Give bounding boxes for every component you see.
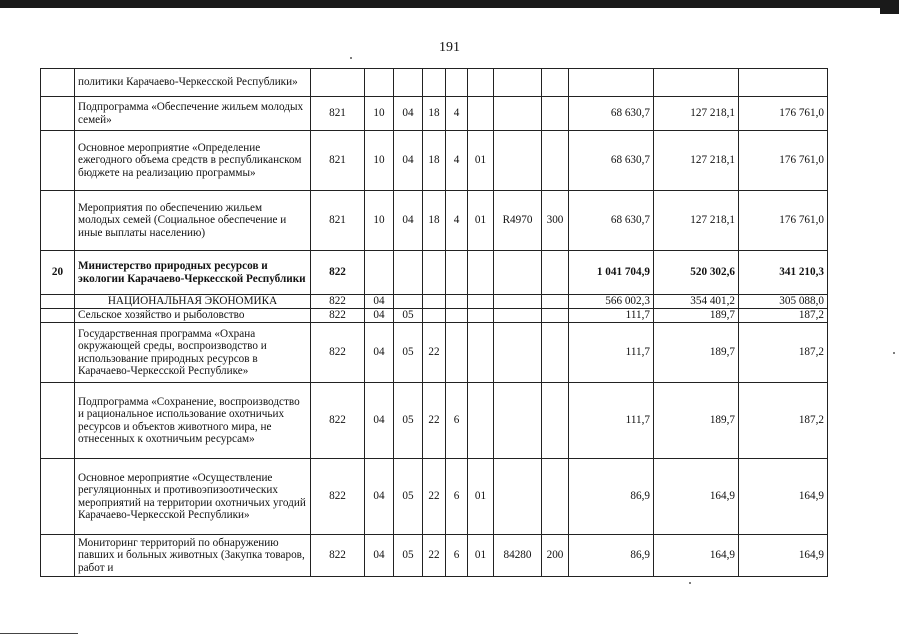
amount-year-3: 187,2 xyxy=(739,383,828,459)
table-row xyxy=(41,69,828,97)
budget-table-body xyxy=(41,69,828,577)
amount-year-3: 176 761,0 xyxy=(739,97,828,131)
amount-year-1: 566 002,3 xyxy=(569,295,654,309)
code-subsection xyxy=(394,69,423,97)
code-subprogram xyxy=(446,251,468,295)
code-program: 22 xyxy=(423,535,446,577)
code-expense-type: 200 xyxy=(542,535,569,577)
code-subprogram: 4 xyxy=(446,191,468,251)
code-section: 10 xyxy=(365,131,394,191)
table-row xyxy=(41,131,828,191)
code-expense-type xyxy=(542,323,569,383)
amount-year-2: 164,9 xyxy=(654,535,739,577)
table-row xyxy=(41,97,828,131)
code-section: 04 xyxy=(365,535,394,577)
code-direction xyxy=(494,323,542,383)
code-subprogram xyxy=(446,323,468,383)
code-section: 04 xyxy=(365,295,394,309)
row-number xyxy=(41,309,75,323)
code-direction xyxy=(494,131,542,191)
amount-year-3: 305 088,0 xyxy=(739,295,828,309)
code-direction: 84280 xyxy=(494,535,542,577)
amount-year-1: 86,9 xyxy=(569,535,654,577)
code-section xyxy=(365,251,394,295)
scan-speck xyxy=(689,582,691,584)
code-ministry: 821 xyxy=(311,131,365,191)
item-name: Государственная программа «Охрана окружающей среды, воспроизводство и использование природных ресурсов в Карачаево-Черкесской Республике» xyxy=(75,323,311,383)
table-row xyxy=(41,251,828,295)
code-subsection xyxy=(394,251,423,295)
table-row xyxy=(41,295,828,309)
amount-year-3 xyxy=(739,69,828,97)
table-row xyxy=(41,383,828,459)
table-row xyxy=(41,459,828,535)
row-number xyxy=(41,383,75,459)
code-main-event xyxy=(468,383,494,459)
code-expense-type xyxy=(542,383,569,459)
code-main-event: 01 xyxy=(468,191,494,251)
amount-year-2: 127 218,1 xyxy=(654,97,739,131)
row-number xyxy=(41,323,75,383)
amount-year-1: 111,7 xyxy=(569,309,654,323)
code-expense-type xyxy=(542,295,569,309)
code-program: 22 xyxy=(423,323,446,383)
amount-year-2 xyxy=(654,69,739,97)
amount-year-2: 189,7 xyxy=(654,383,739,459)
code-ministry xyxy=(311,69,365,97)
code-expense-type xyxy=(542,251,569,295)
item-name: Министерство природных ресурсов и экологии Карачаево-Черкесской Республики xyxy=(75,251,311,295)
code-ministry: 822 xyxy=(311,535,365,577)
amount-year-2: 354 401,2 xyxy=(654,295,739,309)
code-program xyxy=(423,309,446,323)
code-main-event xyxy=(468,295,494,309)
scan-top-border xyxy=(0,0,899,8)
code-main-event xyxy=(468,69,494,97)
amount-year-1: 68 630,7 xyxy=(569,191,654,251)
code-expense-type xyxy=(542,131,569,191)
code-program: 18 xyxy=(423,97,446,131)
item-name: Сельское хозяйство и рыболовство xyxy=(75,309,311,323)
amount-year-1: 86,9 xyxy=(569,459,654,535)
code-direction xyxy=(494,251,542,295)
item-name: Подпрограмма «Сохранение, воспроизводство и рациональное использование охотничьих ресурсов и объектов животного мира, не отнесенных к охотничьим ресурсам» xyxy=(75,383,311,459)
amount-year-2: 520 302,6 xyxy=(654,251,739,295)
code-section: 10 xyxy=(365,191,394,251)
code-subprogram: 6 xyxy=(446,383,468,459)
amount-year-2: 127 218,1 xyxy=(654,191,739,251)
row-number xyxy=(41,535,75,577)
code-expense-type xyxy=(542,459,569,535)
item-name: политики Карачаево-Черкесской Республики» xyxy=(75,69,311,97)
code-ministry: 822 xyxy=(311,323,365,383)
scan-corner-mark xyxy=(880,0,899,14)
amount-year-3: 176 761,0 xyxy=(739,131,828,191)
table-row xyxy=(41,191,828,251)
amount-year-1: 111,7 xyxy=(569,323,654,383)
code-expense-type xyxy=(542,69,569,97)
code-direction xyxy=(494,69,542,97)
code-expense-type xyxy=(542,309,569,323)
code-program: 18 xyxy=(423,191,446,251)
page-number: 191 xyxy=(439,40,460,55)
code-direction xyxy=(494,309,542,323)
code-subsection: 05 xyxy=(394,309,423,323)
code-section: 10 xyxy=(365,97,394,131)
code-direction xyxy=(494,295,542,309)
code-ministry: 822 xyxy=(311,459,365,535)
scan-speck xyxy=(893,352,895,354)
scan-speck xyxy=(350,57,352,59)
footnote-rule xyxy=(0,633,78,634)
code-subprogram xyxy=(446,69,468,97)
code-ministry: 821 xyxy=(311,191,365,251)
table-row xyxy=(41,535,828,577)
code-subprogram: 4 xyxy=(446,97,468,131)
item-name: Основное мероприятие «Осуществление регуляционных и противоэпизоотических мероприятий на территории охотничьих угодий Карачаево-Черкесской Республики» xyxy=(75,459,311,535)
code-subsection: 04 xyxy=(394,191,423,251)
amount-year-2: 189,7 xyxy=(654,309,739,323)
row-number xyxy=(41,295,75,309)
code-main-event xyxy=(468,97,494,131)
code-section xyxy=(365,69,394,97)
code-ministry: 822 xyxy=(311,309,365,323)
row-number xyxy=(41,459,75,535)
code-expense-type: 300 xyxy=(542,191,569,251)
budget-table xyxy=(40,68,828,577)
code-subprogram: 6 xyxy=(446,535,468,577)
code-direction xyxy=(494,383,542,459)
code-program xyxy=(423,69,446,97)
amount-year-3: 341 210,3 xyxy=(739,251,828,295)
code-expense-type xyxy=(542,97,569,131)
code-main-event: 01 xyxy=(468,535,494,577)
code-ministry: 821 xyxy=(311,97,365,131)
code-subsection: 04 xyxy=(394,97,423,131)
item-name: Основное мероприятие «Определение ежегодного объема средств в республиканском бюджете на реализацию программы» xyxy=(75,131,311,191)
table-row xyxy=(41,323,828,383)
code-main-event xyxy=(468,251,494,295)
amount-year-3: 187,2 xyxy=(739,309,828,323)
item-name: НАЦИОНАЛЬНАЯ ЭКОНОМИКА xyxy=(75,295,311,309)
amount-year-3: 187,2 xyxy=(739,323,828,383)
table-row xyxy=(41,309,828,323)
amount-year-2: 127 218,1 xyxy=(654,131,739,191)
code-main-event xyxy=(468,323,494,383)
amount-year-3: 164,9 xyxy=(739,459,828,535)
code-subsection: 05 xyxy=(394,459,423,535)
row-number xyxy=(41,131,75,191)
code-subprogram: 4 xyxy=(446,131,468,191)
amount-year-1: 1 041 704,9 xyxy=(569,251,654,295)
code-direction xyxy=(494,459,542,535)
row-number: 20 xyxy=(41,251,75,295)
code-program: 22 xyxy=(423,383,446,459)
code-section: 04 xyxy=(365,323,394,383)
amount-year-1 xyxy=(569,69,654,97)
amount-year-2: 189,7 xyxy=(654,323,739,383)
amount-year-1: 68 630,7 xyxy=(569,131,654,191)
code-direction: R4970 xyxy=(494,191,542,251)
amount-year-3: 176 761,0 xyxy=(739,191,828,251)
code-main-event xyxy=(468,309,494,323)
code-subsection: 05 xyxy=(394,383,423,459)
code-ministry: 822 xyxy=(311,295,365,309)
item-name: Мониторинг территорий по обнаружению павших и больных животных (Закупка товаров, работ и xyxy=(75,535,311,577)
code-subsection: 04 xyxy=(394,131,423,191)
code-main-event: 01 xyxy=(468,459,494,535)
amount-year-2: 164,9 xyxy=(654,459,739,535)
item-name: Мероприятия по обеспечению жильем молодых семей (Социальное обеспечение и иные выплаты населению) xyxy=(75,191,311,251)
code-program: 18 xyxy=(423,131,446,191)
code-subprogram: 6 xyxy=(446,459,468,535)
amount-year-1: 111,7 xyxy=(569,383,654,459)
code-section: 04 xyxy=(365,383,394,459)
code-subsection: 05 xyxy=(394,535,423,577)
row-number xyxy=(41,191,75,251)
row-number xyxy=(41,69,75,97)
code-program xyxy=(423,295,446,309)
code-section: 04 xyxy=(365,459,394,535)
amount-year-1: 68 630,7 xyxy=(569,97,654,131)
code-subsection: 05 xyxy=(394,323,423,383)
code-section: 04 xyxy=(365,309,394,323)
code-ministry: 822 xyxy=(311,251,365,295)
code-program xyxy=(423,251,446,295)
amount-year-3: 164,9 xyxy=(739,535,828,577)
code-subprogram xyxy=(446,309,468,323)
row-number xyxy=(41,97,75,131)
code-subsection xyxy=(394,295,423,309)
code-ministry: 822 xyxy=(311,383,365,459)
code-direction xyxy=(494,97,542,131)
code-subprogram xyxy=(446,295,468,309)
code-program: 22 xyxy=(423,459,446,535)
code-main-event: 01 xyxy=(468,131,494,191)
item-name: Подпрограмма «Обеспечение жильем молодых семей» xyxy=(75,97,311,131)
